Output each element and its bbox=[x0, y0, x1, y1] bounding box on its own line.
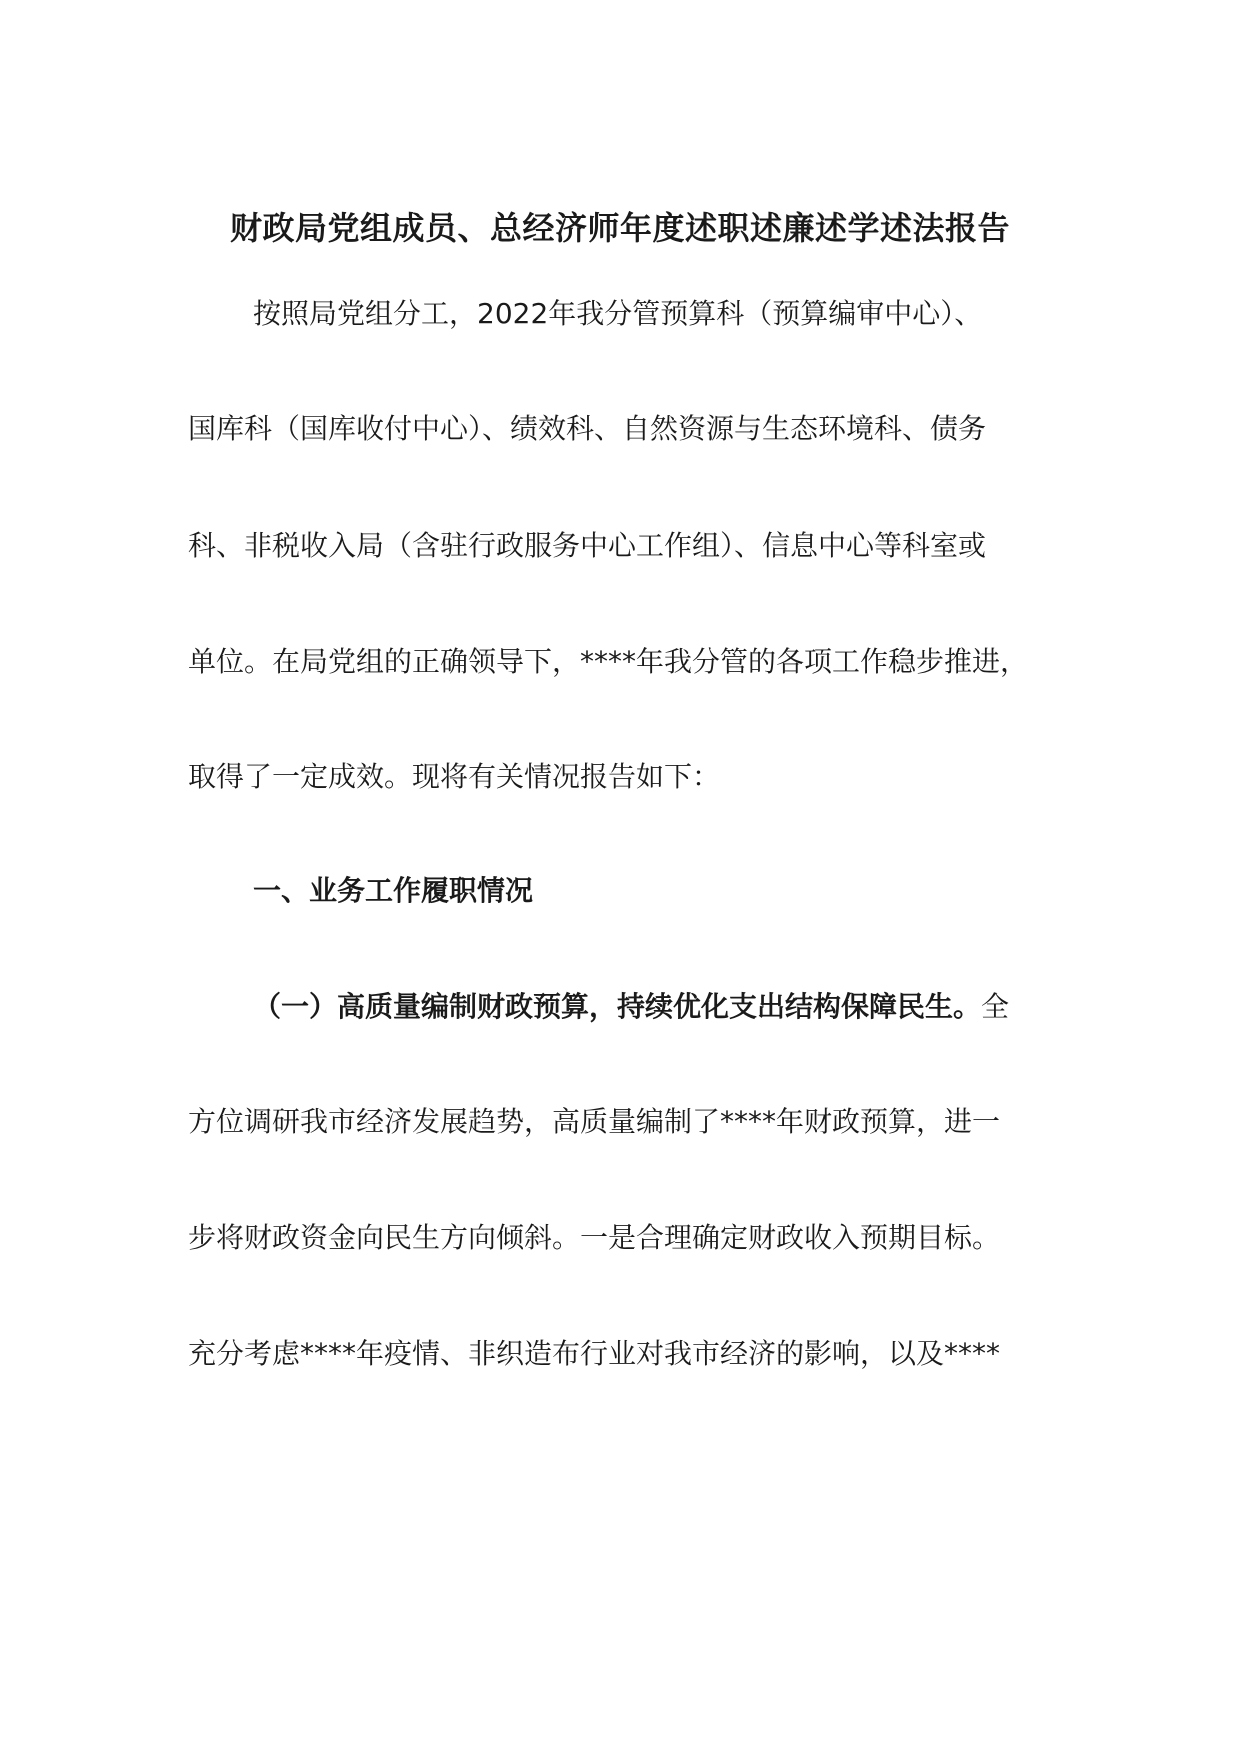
paragraph-line-4: 单位。在局党组的正确领导下，****年我分管的各项工作稳步推进， bbox=[188, 645, 1029, 678]
body-line-1: 方位调研我市经济发展趋势，高质量编制了****年财政预算，进一 bbox=[188, 1105, 1001, 1138]
paragraph-line-1: 按照局党组分工，2022年我分管预算科（预算编审中心）、 bbox=[253, 297, 983, 330]
document-title: 财政局党组成员、总经济师年度述职述廉述学述法报告 bbox=[229, 209, 1010, 247]
subsection-first-char: 全 bbox=[981, 990, 1010, 1023]
paragraph-line-2: 国库科（国库收付中心）、绩效科、自然资源与生态环境科、债务 bbox=[188, 412, 987, 445]
section-heading: 一、业务工作履职情况 bbox=[253, 874, 534, 907]
paragraph-line-3: 科、非税收入局（含驻行政服务中心工作组）、信息中心等科室或 bbox=[188, 529, 987, 562]
subsection-line bbox=[253, 982, 1009, 1032]
paragraph-line-5: 取得了一定成效。现将有关情况报告如下： bbox=[188, 760, 721, 793]
subsection-heading: （一）高质量编制财政预算，持续优化支出结构保障民生。 bbox=[253, 990, 982, 1023]
body-line-3: 充分考虑****年疫情、非织造布行业对我市经济的影响，以及**** bbox=[188, 1337, 1001, 1370]
body-line-2: 步将财政资金向民生方向倾斜。一是合理确定财政收入预期目标。 bbox=[188, 1221, 1001, 1254]
